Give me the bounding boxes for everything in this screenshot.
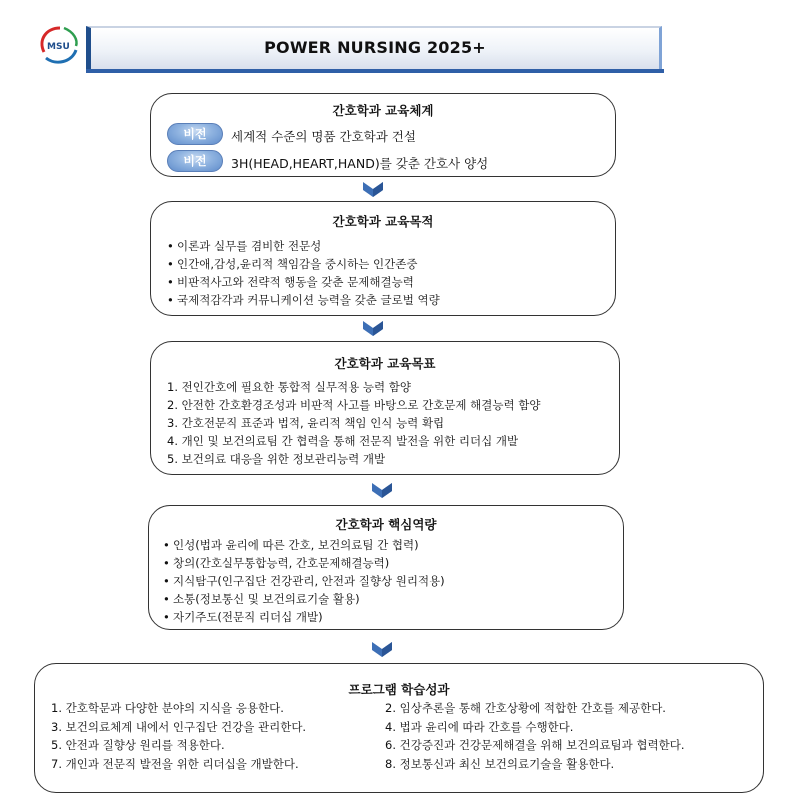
down-chevron-icon	[372, 481, 392, 499]
page-title: POWER NURSING 2025+	[264, 38, 486, 57]
down-chevron-icon	[363, 319, 383, 337]
list-item: • 이론과 실무를 겸비한 전문성	[167, 239, 322, 253]
list-item: • 비판적사고와 전략적 행동을 갖춘 문제해결능력	[167, 275, 414, 289]
list-item: • 자기주도(전문직 리더십 개발)	[163, 610, 323, 624]
education-system-title: 간호학과 교육체계	[332, 103, 434, 118]
vision-text: 세계적 수준의 명품 간호학과 건설	[231, 129, 416, 144]
program-outcomes-title: 프로그램 학습성과	[348, 682, 450, 697]
outcome-item: 7. 개인과 전문직 발전을 위한 리더십을 개발한다.	[51, 756, 299, 771]
outcome-item: 4. 법과 윤리에 따라 간호를 수행한다.	[385, 719, 574, 734]
vision-badge: 비전	[167, 123, 223, 145]
list-item: 1. 전인간호에 필요한 통합적 실무적용 능력 함양	[167, 380, 411, 394]
header-banner	[86, 26, 662, 70]
list-item: 3. 간호전문직 표준과 법적, 윤리적 책임 인식 능력 확립	[167, 416, 445, 430]
university-logo	[34, 22, 82, 70]
education-goals-title: 간호학과 교육목표	[334, 356, 436, 371]
list-item: 5. 보건의료 대응을 위한 정보관리능력 개발	[167, 452, 386, 466]
list-item: 2. 안전한 간호환경조성과 비판적 사고를 바탕으로 간호문제 해결능력 함양	[167, 398, 541, 412]
banner-underline	[86, 69, 664, 73]
list-item: • 인성(법과 윤리에 따른 간호, 보건의료팀 간 협력)	[163, 538, 419, 552]
list-item: • 창의(간호실무통합능력, 간호문제해결능력)	[163, 556, 390, 570]
outcome-item: 3. 보건의료체계 내에서 인구집단 건강을 관리한다.	[51, 719, 307, 734]
core-competencies-box	[148, 505, 624, 630]
logo-text: MSU	[47, 42, 70, 52]
outcome-item: 2. 임상추론을 통해 간호상황에 적합한 간호를 제공한다.	[385, 701, 666, 715]
education-purpose-box	[150, 201, 616, 316]
vision-text: 3H(HEAD,HEART,HAND)를 갖춘 간호사 양성	[231, 156, 489, 171]
list-item: • 지식탐구(인구집단 건강관리, 안전과 질향상 원리적용)	[163, 574, 445, 588]
outcome-item: 5. 안전과 질향상 원리를 적용한다.	[51, 738, 225, 752]
core-competencies-title: 간호학과 핵심역량	[335, 517, 437, 532]
outcome-item: 8. 정보통신과 최신 보건의료기술을 활용한다.	[385, 756, 615, 771]
list-item: • 소통(정보통신 및 보건의료기술 활용)	[163, 592, 360, 606]
list-item: • 국제적감각과 커뮤니케이션 능력을 갖춘 글로벌 역량	[167, 293, 440, 307]
education-system-box	[150, 93, 616, 177]
education-goals-box	[150, 341, 620, 475]
list-item: • 인간애,감성,윤리적 책임감을 중시하는 인간존중	[167, 257, 418, 271]
outcome-item: 6. 건강증진과 건강문제해결을 위해 보건의료팀과 협력한다.	[385, 738, 685, 752]
down-chevron-icon	[363, 180, 383, 198]
down-chevron-icon	[372, 640, 392, 658]
vision-badge: 비전	[167, 150, 223, 172]
outcome-item: 1. 간호학문과 다양한 분야의 지식을 응용한다.	[51, 701, 284, 715]
program-outcomes-box	[34, 663, 764, 793]
education-purpose-title: 간호학과 교육목적	[332, 214, 434, 229]
list-item: 4. 개인 및 보건의료팀 간 협력을 통해 전문직 발전을 위한 리더십 개발	[167, 434, 519, 448]
